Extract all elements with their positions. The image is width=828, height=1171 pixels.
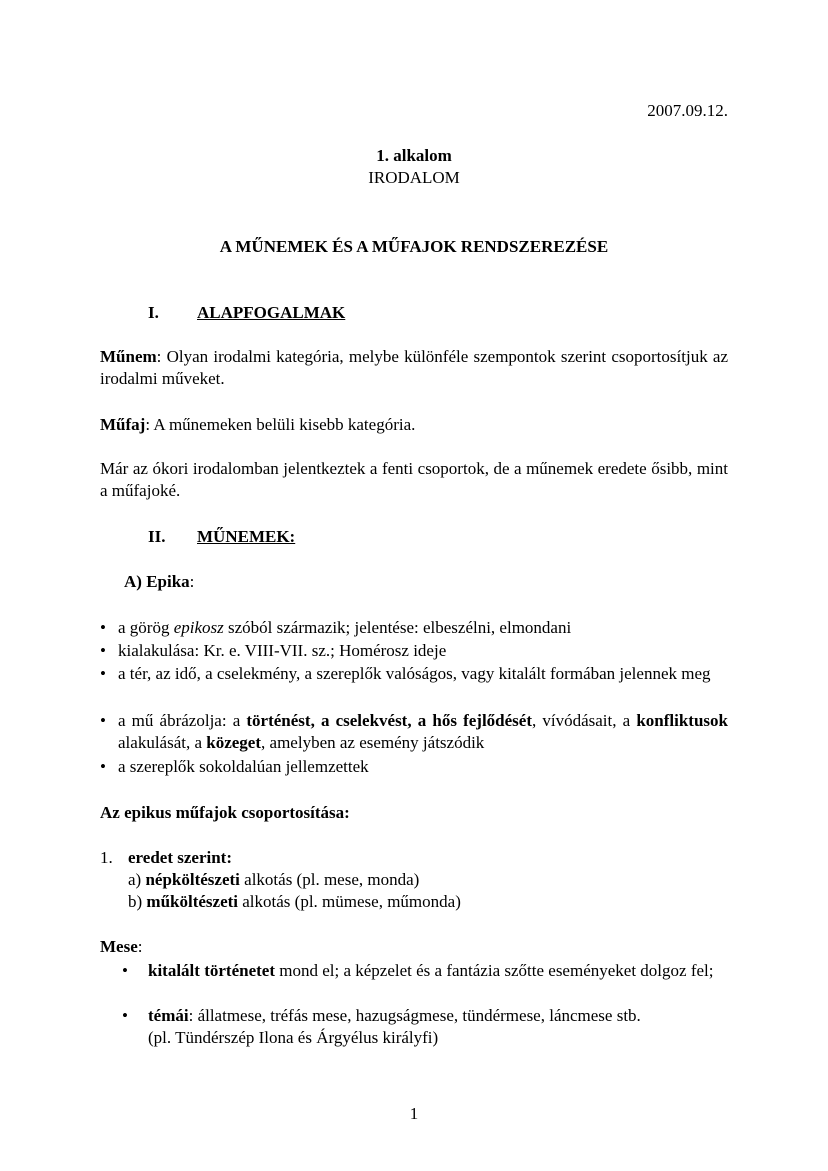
- list-item: [96, 710, 728, 754]
- section-2-number: II.: [148, 527, 166, 546]
- list1-item-b: b) műköltészeti alkotás (pl. mümese, műmonda): [128, 892, 461, 911]
- section-1-title: ALAPFOGALMAK: [197, 303, 346, 322]
- mufaj-term: Műfaj: [100, 415, 146, 434]
- page-number: 1: [409, 1104, 419, 1123]
- epika-colon: :: [189, 572, 195, 591]
- munem-definition: [100, 346, 728, 390]
- mese-item-2-example: (pl. Tündérszép Ilona és Árgyélus királyfi): [148, 1028, 439, 1047]
- epika-heading: [124, 571, 194, 593]
- bullet-1-text-end: szóból származik; jelentése: elbeszélni, elmondani: [223, 618, 572, 637]
- lesson-number: 1. alkalom: [376, 146, 452, 165]
- epika-label: A) Epika: [124, 572, 190, 591]
- grouping-title: Az epikus műfajok csoportosítása:: [100, 803, 350, 822]
- list-item: [96, 617, 728, 639]
- bullet-5-text: a szereplők sokoldalúan jellemzettek: [118, 757, 369, 776]
- mufaj-definition: [100, 414, 728, 436]
- bullet-icon: •: [100, 711, 106, 730]
- main-title: A MŰNEMEK ÉS A MŰFAJOK RENDSZEREZÉSE: [219, 237, 609, 256]
- list-item: [118, 960, 728, 982]
- list1-item-a: a) népköltészeti alkotás (pl. mese, monda): [128, 870, 420, 889]
- list-item: [118, 1005, 728, 1049]
- bullet-4-bold-2: konfliktusok: [636, 711, 728, 730]
- section-2-title: MŰNEMEK:: [197, 527, 296, 546]
- section-1-number: I.: [148, 303, 159, 322]
- bullet-icon: •: [100, 664, 106, 683]
- bullet-icon: •: [100, 618, 106, 637]
- bullet-1-italic: epikosz: [173, 618, 224, 637]
- bullet-icon: •: [122, 961, 128, 980]
- mese-item-1: kitalált történetet mond el; a képzelet és a fantázia szőtte eseményeket dolgoz fel;: [148, 961, 714, 980]
- list1-number: 1.: [100, 848, 113, 867]
- list-item: [96, 640, 728, 662]
- munem-term: Műnem: [100, 347, 157, 366]
- list1-head: eredet szerint:: [128, 848, 232, 867]
- munem-text: : Olyan irodalmi kategória, melybe különféle szempontok szerint csoportosítjuk az irodalmi műveket.: [100, 347, 728, 388]
- intro-paragraph: Már az ókori irodalomban jelentkeztek a fenti csoportok, de a műnemek eredete ősibb, mint a műfajoké.: [100, 459, 728, 500]
- list-item: [96, 663, 728, 685]
- bullet-icon: •: [122, 1006, 128, 1025]
- bullet-icon: •: [100, 757, 106, 776]
- bullet-4-bold-3: közeget: [206, 733, 262, 752]
- bullet-3-text: a tér, az idő, a cselekmény, a szereplők valóságos, vagy kitalált formában jelennek meg: [118, 664, 711, 683]
- bullet-icon: •: [100, 641, 106, 660]
- bullet-4-bold-1: történést, a cselekvést, a hős fejlődését: [246, 711, 532, 730]
- bullet-1-text: a görög: [118, 618, 174, 637]
- mese-item-2: témái: állatmese, tréfás mese, hazugságmese, tündérmese, láncmese stb. (pl. Tündérszép Ilona és Árgyélus királyfi): [148, 1006, 641, 1047]
- bullet-2-text: kialakulása: Kr. e. VIII-VII. sz.; Homérosz ideje: [118, 641, 447, 660]
- document-date: 2007.09.12.: [647, 101, 728, 120]
- subject-heading: IRODALOM: [368, 168, 460, 187]
- mese-heading: Mese:: [100, 937, 143, 956]
- mufaj-text: : A műnemeken belüli kisebb kategória.: [145, 415, 416, 434]
- mese-title: Mese: [100, 937, 138, 956]
- list-item: [96, 756, 728, 778]
- bullet-4-text: a mű ábrázolja: a történést, a cselekvést, a hős fejlődését, vívódásait, a konfliktusok alakulását, a közeget, amelyben az esemény játszódik: [118, 711, 728, 752]
